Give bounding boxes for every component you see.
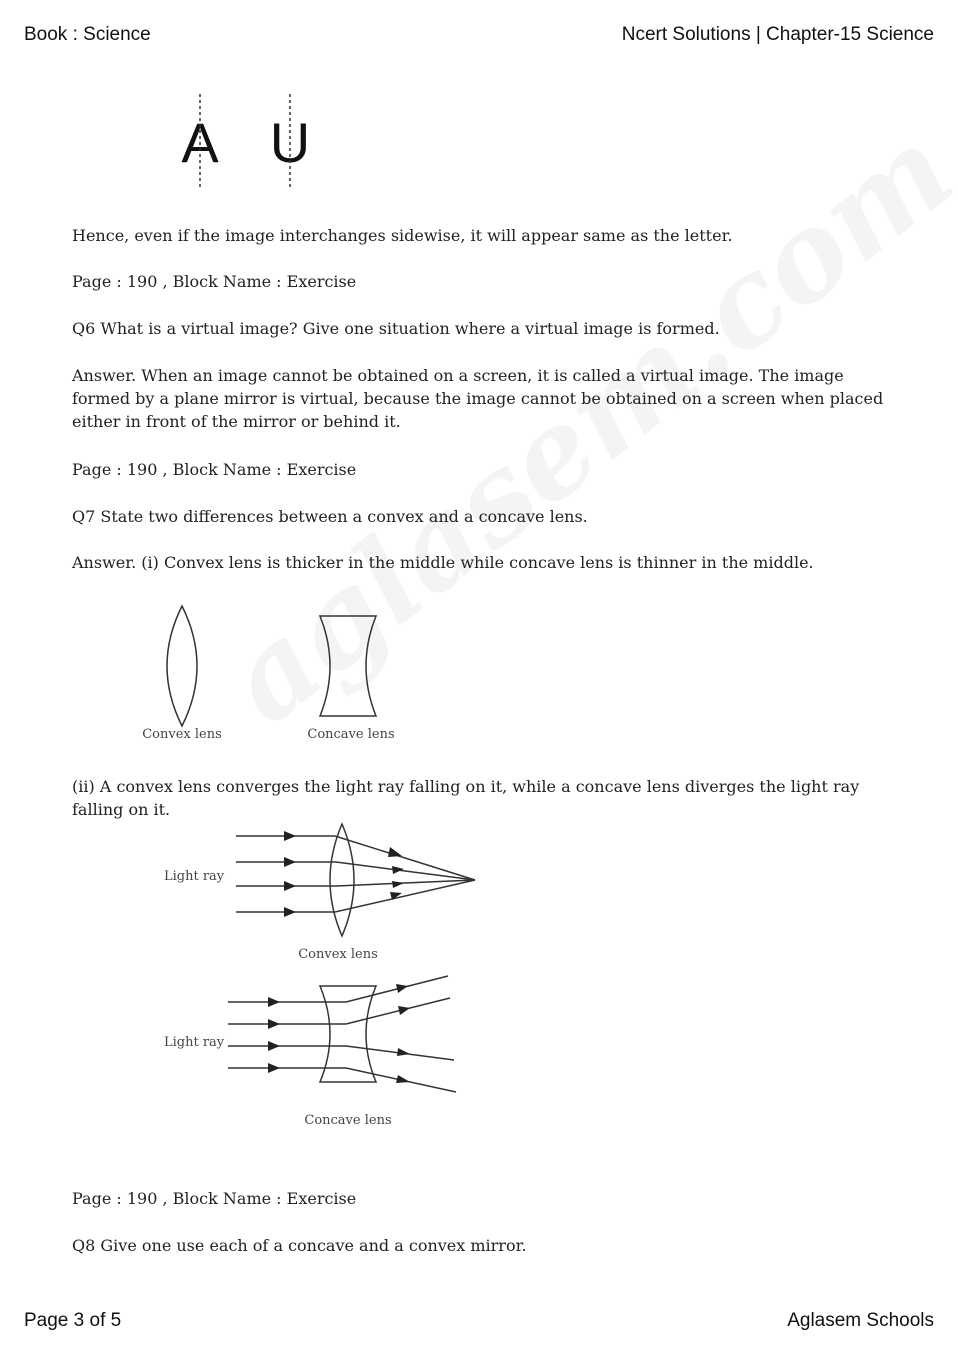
concave-lens-label: Concave lens: [307, 727, 395, 742]
letter-u: U: [269, 111, 311, 174]
convex-lens-label: Convex lens: [142, 727, 222, 742]
light-ray-label: Light ray: [164, 869, 225, 884]
letter-a: A: [181, 111, 219, 174]
concave-lens-label: Concave lens: [304, 1113, 392, 1128]
answer-7-part-1: Answer. (i) Convex lens is thicker in the middle while concave lens is thinner in the middle.: [72, 553, 814, 572]
footer-publisher: Aglasem Schools: [787, 1310, 934, 1331]
lens-shapes-figure: [130, 600, 430, 750]
concave-lens-rays-figure: [150, 972, 490, 1132]
light-ray-label: Light ray: [164, 1035, 225, 1050]
paragraph-sidewise: Hence, even if the image interchanges sidewise, it will appear same as the letter.: [72, 226, 733, 245]
page-reference: Page : 190 , Block Name : Exercise: [72, 460, 357, 479]
header-book: Book : Science: [24, 24, 151, 45]
convex-lens-rays-figure: [150, 818, 490, 968]
letters-symmetry-figure: [170, 90, 320, 190]
answer-7-part-2: (ii) A convex lens converges the light ray falling on it, while a concave lens diverges the light ray falling on it.: [72, 777, 860, 819]
answer-6: Answer. When an image cannot be obtained on a screen, it is called a virtual image. The image formed by a plane mirror is virtual, because the image cannot be obtained on a screen when placed either in front of the mirror or behind it.: [72, 366, 884, 431]
footer-page-number: Page 3 of 5: [24, 1310, 122, 1331]
question-7: Q7 State two differences between a convex and a concave lens.: [72, 507, 588, 526]
header-chapter: Ncert Solutions | Chapter-15 Science: [621, 24, 934, 45]
concave-lens-shape: [320, 616, 376, 716]
page-reference: Page : 190 , Block Name : Exercise: [72, 1189, 357, 1208]
convex-lens-shape: [167, 606, 197, 726]
question-6: Q6 What is a virtual image? Give one situation where a virtual image is formed.: [72, 319, 720, 338]
page-reference: Page : 190 , Block Name : Exercise: [72, 272, 357, 291]
question-8: Q8 Give one use each of a concave and a convex mirror.: [72, 1236, 527, 1255]
convex-lens-label: Convex lens: [298, 947, 378, 962]
